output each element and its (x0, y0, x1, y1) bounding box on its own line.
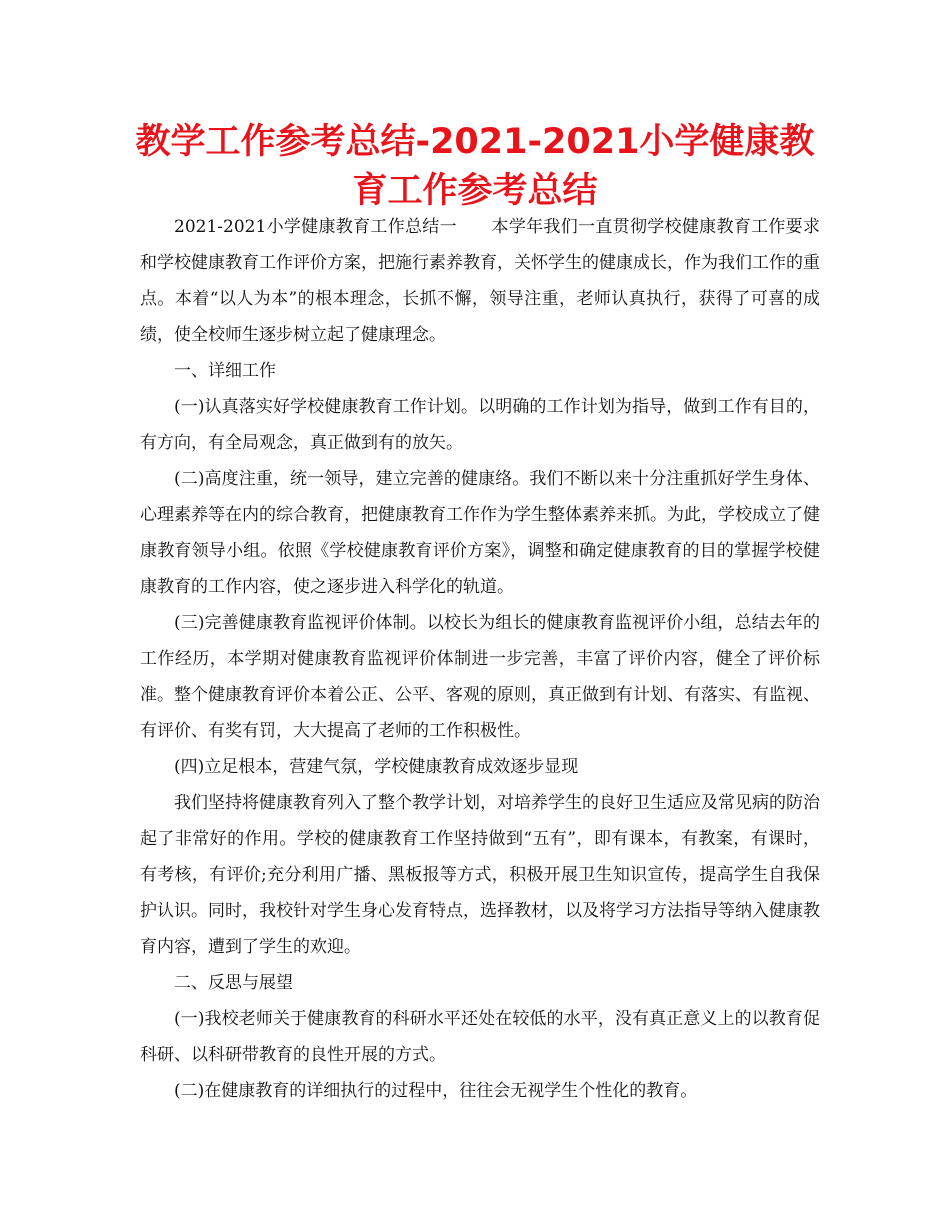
paragraph-item-2: (二)高度注重，统一领导，建立完善的健康络。我们不断以来十分注重抓好学生身体、心理素养等在内的综合教育，把健康教育工作作为学生整体素养来抓。为此，学校成立了健康教育领导小组。依照《学校健康教育评价方案》，调整和确定健康教育的目的掌握学校健康教育的工作内容，使之逐步进入科学化的轨道。 (140, 469, 820, 597)
paragraph-item-4: (四)立足根本，营建气氛，学校健康教育成效逐步显现 (174, 757, 579, 777)
paragraph-intro: 2021-2021小学健康教育工作总结一 本学年我们一直贯彻学校健康教育工作要求和学校健康教育工作评价方案，把施行素养教育，关怀学生的健康成长，作为我们工作的重点。本着“以人为本”的根本理念，长抓不懈，领导注重，老师认真执行，获得了可喜的成绩，使全校师生逐步树立起了健康理念。 (140, 217, 820, 345)
paragraph-item-3: (三)完善健康教育监视评价体制。以校长为组长的健康教育监视评价小组，总结去年的工作经历，本学期对健康教育监视评价体制进一步完善，丰富了评价内容，健全了评价标准。整个健康教育评价本着公正、公平、客观的原则，真正做到有计划、有落实、有监视、有评价、有奖有罚，大大提高了老师的工作积极性。 (140, 613, 820, 741)
document-title: 教学工作参考总结-2021-2021小学健康教育工作参考总结 (135, 122, 815, 211)
section-heading-reflection: 二、反思与展望 (174, 973, 293, 993)
paragraph-reflection-1: (一)我校老师关于健康教育的科研水平还处在较低的水平，没有真正意义上的以教育促科研、以科研带教育的良性开展的方式。 (140, 1009, 820, 1065)
paragraph-reflection-2: (二)在健康教育的详细执行的过程中，往往会无视学生个性化的教育。 (174, 1081, 698, 1101)
section-heading-work: 一、详细工作 (174, 361, 276, 381)
paragraph-item-4-detail: 我们坚持将健康教育列入了整个教学计划，对培养学生的良好卫生适应及常见病的防治起了非常好的作用。学校的健康教育工作坚持做到“五有”，即有课本，有教案，有课时，有考核，有评价;充分利用广播、黑板报等方式，积极开展卫生知识宣传，提高学生自我保护认识。同时，我校针对学生身心发育特点，选择教材，以及将学习方法指导等纳入健康教育内容，遭到了学生的欢迎。 (140, 793, 820, 957)
document-body (140, 209, 820, 1109)
paragraph-item-1: (一)认真落实好学校健康教育工作计划。以明确的工作计划为指导，做到工作有目的，有方向，有全局观念，真正做到有的放矢。 (140, 397, 820, 453)
